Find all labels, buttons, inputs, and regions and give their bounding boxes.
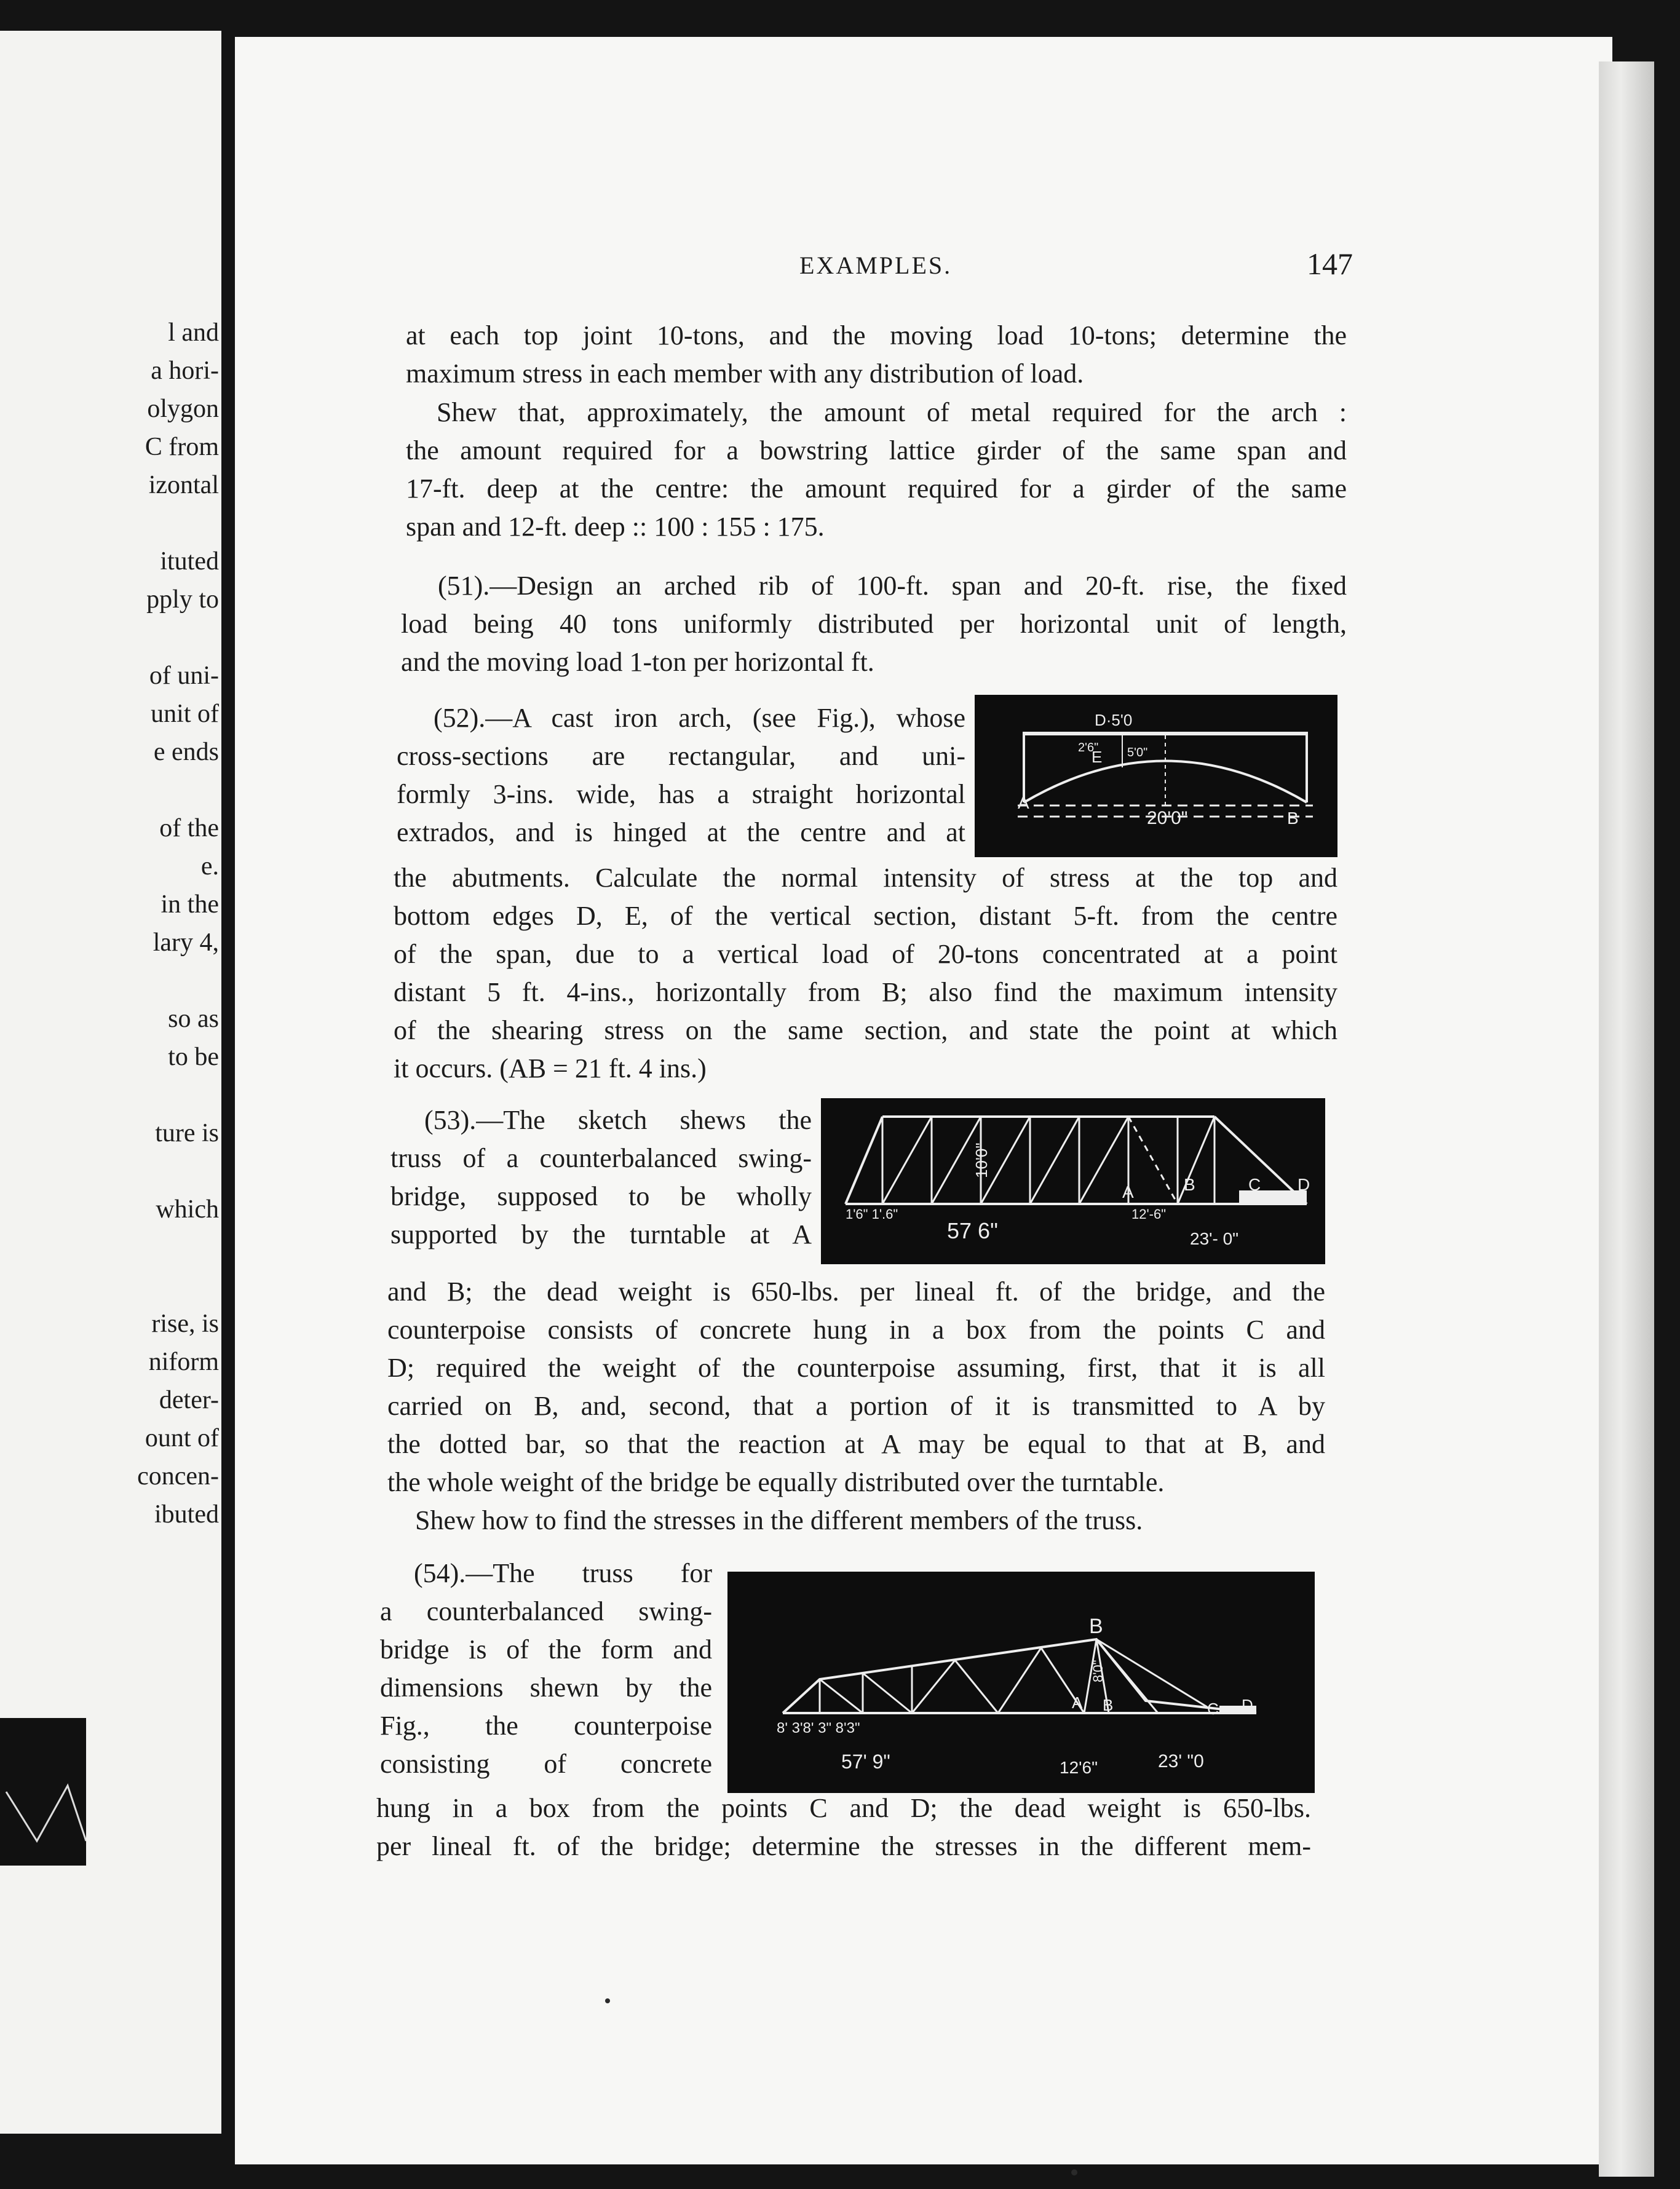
- facing-page: [0, 31, 221, 2134]
- text-line: truss of a counterbalanced swing-: [390, 1143, 812, 1173]
- facing-page-line: unit of: [151, 700, 219, 728]
- facing-page-line: pply to: [146, 585, 219, 614]
- text-line: at each top joint 10-tons, and the moving load 10-tons; determine the: [406, 320, 1347, 350]
- facing-page-line: ituted: [160, 547, 219, 576]
- facing-page-line: a hori-: [151, 357, 219, 385]
- fig52-label-a: A: [1018, 793, 1029, 812]
- fig53-label-tail: 23'- 0": [1190, 1229, 1239, 1248]
- facing-page-line: olygon: [147, 395, 219, 423]
- text-line: bridge, supposed to be wholly: [390, 1181, 812, 1211]
- facing-page-line: ount of: [145, 1424, 219, 1452]
- facing-page-line: deter-: [159, 1386, 219, 1414]
- fig54-label-top: B: [1089, 1615, 1103, 1638]
- facing-page-line: ture is: [155, 1119, 219, 1147]
- text-line: it occurs. (AB = 21 ft. 4 ins.): [394, 1053, 707, 1083]
- fig53-label-a: A: [1122, 1182, 1134, 1201]
- facing-page-line: rise, is: [151, 1310, 219, 1338]
- facing-page-line: C from: [145, 433, 219, 461]
- text-line: (51).—Design an arched rib of 100-ft. span and 20-ft. rise, the fixed: [438, 571, 1347, 601]
- running-head: EXAMPLES.: [799, 251, 953, 279]
- fig54-label-c: C: [1207, 1700, 1219, 1718]
- text-line: (52).—A cast iron arch, (see Fig.), whose: [434, 703, 965, 733]
- page-header: [799, 247, 1353, 294]
- text-line: the dotted bar, so that the reaction at A may be equal to that at B, and: [387, 1429, 1325, 1459]
- page-edge: [1599, 61, 1654, 2177]
- facing-page-line: e.: [200, 852, 219, 881]
- text-line: a counterbalanced swing-: [380, 1596, 712, 1626]
- fig53-label-height: 10'0": [972, 1142, 991, 1178]
- fig52-label-e: E: [1092, 748, 1103, 766]
- fig53-label-d: D: [1298, 1175, 1310, 1194]
- text-line: (53).—The sketch shews the: [424, 1105, 812, 1135]
- text-line: and B; the dead weight is 650-lbs. per lineal ft. of the bridge, and the: [387, 1277, 1325, 1307]
- fig53-label-c: C: [1248, 1175, 1261, 1194]
- fig54-label-d: D: [1242, 1696, 1253, 1714]
- dust-speck: [605, 1998, 610, 2003]
- dust-speck: [1071, 2169, 1077, 2175]
- text-line: Shew how to find the stresses in the different members of the truss.: [415, 1505, 1143, 1535]
- text-line: the amount required for a bowstring lattice girder of the same span and: [406, 435, 1347, 465]
- fig52-label-right-dim: 5'0": [1127, 746, 1148, 759]
- fig54-label-tail: 23' "0: [1158, 1751, 1204, 1771]
- text-line: distant 5 ft. 4-ins., horizontally from B; also find the maximum intensity: [394, 977, 1337, 1007]
- facing-page-line: in the: [160, 890, 219, 919]
- facing-page-figure-fragment: [0, 1718, 86, 1866]
- fig53-label-b: B: [1184, 1175, 1195, 1194]
- fig52-label-b: B: [1287, 809, 1299, 828]
- text-line: of the span, due to a vertical load of 20-tons concentrated at a point: [394, 939, 1337, 969]
- figure-53-truss: [821, 1098, 1325, 1264]
- facing-page-line: ibuted: [154, 1500, 219, 1529]
- text-line: counterpoise consists of concrete hung in a box from the points C and: [387, 1315, 1325, 1345]
- text-line: of the shearing stress on the same section, and state the point at which: [394, 1015, 1337, 1045]
- fig54-label-turntable: 12'6": [1060, 1758, 1098, 1777]
- fig54-label-a: A: [1072, 1693, 1083, 1712]
- text-line: and the moving load 1-ton per horizontal ft.: [401, 647, 874, 677]
- text-line: the abutments. Calculate the normal intensity of stress at the top and: [394, 863, 1337, 893]
- facing-page-line: e ends: [153, 738, 219, 766]
- text-line: the whole weight of the bridge be equally distributed over the turntable.: [387, 1467, 1165, 1497]
- text-line: extrados, and is hinged at the centre and at: [397, 817, 965, 847]
- text-line: dimensions shewn by the: [380, 1672, 712, 1703]
- fig53-label-span: 57 6": [947, 1218, 998, 1243]
- text-line: supported by the turntable at A: [390, 1219, 812, 1249]
- facing-page-line: lary 4,: [153, 928, 219, 957]
- text-line: D; required the weight of the counterpoise assuming, first, that it is all: [387, 1353, 1325, 1383]
- text-line: bottom edges D, E, of the vertical section, distant 5-ft. from the centre: [394, 901, 1337, 931]
- text-line: span and 12-ft. deep :: 100 : 155 : 175.: [406, 512, 825, 542]
- figure-52-arch: [975, 695, 1337, 857]
- facing-page-line: of the: [159, 814, 219, 842]
- text-line: load being 40 tons uniformly distributed per horizontal unit of length,: [401, 609, 1347, 639]
- text-line: Fig., the counterpoise: [380, 1711, 712, 1741]
- fig54-label-span: 57' 9": [841, 1751, 890, 1773]
- facing-page-line: of uni-: [149, 662, 219, 690]
- page-number: 147: [1307, 247, 1353, 281]
- text-line: cross-sections are rectangular, and uni-: [397, 741, 965, 771]
- text-line: carried on B, and, second, that a portion of it is transmitted to A by: [387, 1391, 1325, 1421]
- fig54-label-panels: 8' 3'8' 3" 8'3": [777, 1720, 860, 1736]
- text-line: bridge is of the form and: [380, 1634, 712, 1665]
- text-line: consisting of concrete: [380, 1749, 712, 1779]
- facing-page-line: concen-: [137, 1462, 219, 1490]
- facing-page-line: niform: [148, 1348, 219, 1376]
- facing-page-line: izontal: [148, 471, 219, 499]
- text-line: formly 3-ins. wide, has a straight horizontal: [397, 779, 965, 809]
- text-line: per lineal ft. of the bridge; determine the stresses in the different mem-: [376, 1831, 1311, 1861]
- text-line: Shew that, approximately, the amount of metal required for the arch :: [437, 397, 1347, 427]
- fig53-label-panel: 1'6" 1'.6": [846, 1206, 898, 1222]
- fig52-label-d: D·5'0: [1095, 711, 1133, 729]
- text-line: (54).—The truss for: [414, 1558, 712, 1588]
- fig54-label-height: 8'0": [1090, 1660, 1106, 1682]
- facing-page-line: so as: [168, 1005, 219, 1033]
- facing-page-line: which: [156, 1195, 219, 1224]
- fig52-label-left-dim: 2'6": [1078, 741, 1099, 754]
- facing-page-line: l and: [168, 319, 219, 347]
- figure-54-truss: [727, 1572, 1315, 1793]
- text-line: maximum stress in each member with any distribution of load.: [406, 358, 1084, 389]
- text-line: 17-ft. deep at the centre: the amount required for a girder of the same: [406, 473, 1347, 504]
- fig54-label-b: B: [1103, 1696, 1114, 1714]
- fig52-label-span: 20'0": [1147, 808, 1188, 828]
- text-line: hung in a box from the points C and D; the dead weight is 650-lbs.: [376, 1793, 1311, 1823]
- facing-page-line: to be: [168, 1043, 219, 1071]
- fig53-label-turntable: 12'-6": [1131, 1206, 1167, 1222]
